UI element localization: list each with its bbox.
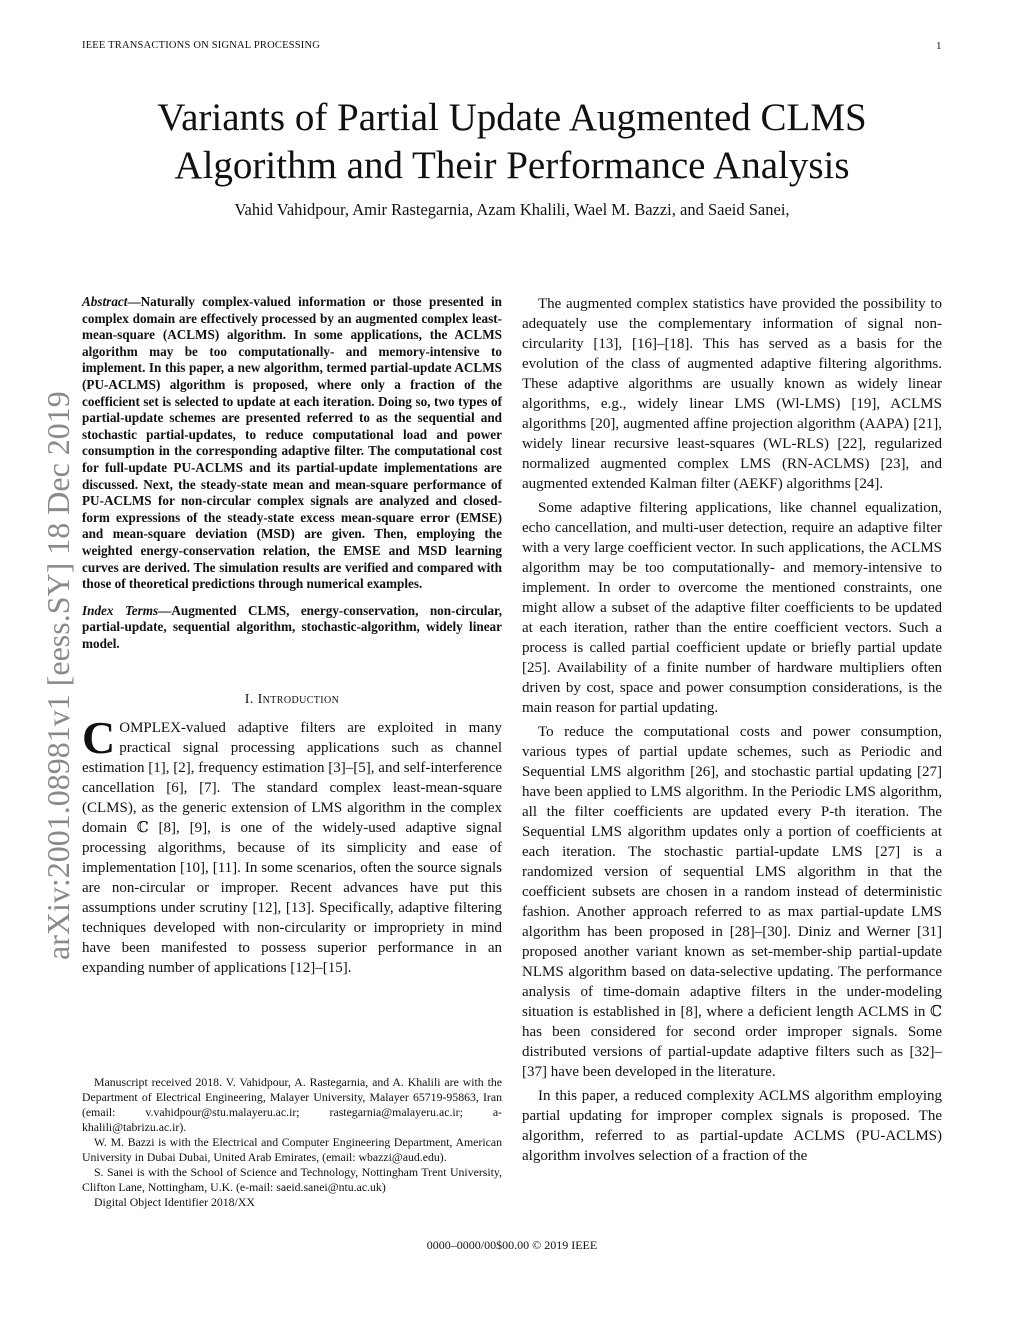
footnote-bazzi: W. M. Bazzi is with the Electrical and Computer Engineering Department, American University in Dubai Dubai, United Arab Emirates, (email: wbazzi@aud.edu). (82, 1135, 502, 1164)
section-heading-introduction (82, 692, 502, 708)
footnote-doi: Digital Object Identifier 2018/XX (94, 1195, 255, 1209)
section-number: I. (244, 692, 258, 708)
drop-cap: C (82, 712, 116, 764)
abstract (82, 294, 502, 593)
abstract-text: —Naturally complex-valued information or those presented in complex domain are effectively processed by an augmented complex least-mean-square (ACLMS) algorithm. In some applications, the ACLMS algorithm may be too computationally- and memory-intensive to implement. In this paper, a new algorithm, termed partial-update ACLMS (PU-ACLMS) algorithm is proposed, where only a fraction of the coefficient set is selected to update at each iteration. Doing so, two types of partial-update schemes are presented referred to as the sequential and stochastic partial-updates, to reduce computational load and power consumption in the corresponding adaptive filter. The computational cost for full-update PU-ACLMS and its partial-update implementations are discussed. Next, the steady-state mean and mean-square performance of PU-ACLMS for non-circular complex signals are analyzed and closed-form expressions of the steady-state excess mean-square error (EMSE) and mean-square deviation (MSD) are given. Then, employing the weighted energy-conservation relation, the EMSE and MSD learning curves are derived. The simulation results are verified and compared with those of theoretical predictions through numerical examples. (82, 294, 502, 592)
intro-paragraph-5: In this paper, a reduced complexity ACLMS algorithm employing partial updating for improper complex signals is proposed. The algorithm, referred to as partial-update ACLMS (PU-ACLMS) algorithm involves selection of a fraction of the (522, 1088, 942, 1164)
section-title: Introduction (257, 692, 340, 708)
intro-paragraph-3: Some adaptive filtering applications, like channel equalization, echo cancellation, and multi-user detection, require an adaptive filter with a very large coefficient vector. In such applications, the ACLMS algorithm may be too computationally- and memory-intensive to implement. In order to overcome the mentioned constraints, one might allow a subset of the adaptive filter coefficients to be updated at each iteration, rather than the entire coefficient vectors. Such a process is called partial coefficient update or briefly partial update [25]. Availability of a finite number of hardware multipliers often driven by cost, space and power consumption considerations, is the main reason for partial updating. (522, 500, 942, 716)
footnote-sanei: S. Sanei is with the School of Science and Technology, Nottingham Trent University, Clifton Lane, Nottingham, U.K. (e-mail: saeid.sanei@ntu.ac.uk) (82, 1165, 502, 1194)
index-terms-label: Index Terms (82, 602, 159, 618)
paper-title (82, 94, 942, 190)
author-list: Vahid Vahidpour, Amir Rastegarnia, Azam Khalili, Wael M. Bazzi, and Saeid Sanei, (234, 200, 790, 219)
page-number: 1 (936, 40, 942, 52)
abstract-label: Abstract (82, 294, 128, 309)
footnote-manuscript: Manuscript received 2018. V. Vahidpour, A. Rastegarnia, and A. Khalili are with the Department of Electrical Engineering, Malayer University, Malayer 65719-95863, Iran (email: v.vahidpour@stu.malayeru.ac.ir; rastegarnia@malayeru.ac.ir; a-khalili@tabrizu.ac.ir). (82, 1075, 502, 1134)
footnotes (82, 1075, 502, 1210)
intro-paragraph-1-text: OMPLEX-valued adaptive filters are exploited in many practical signal processing applications such as channel estimation [1], [2], frequency estimation [3]–[5], and self-interference cancellation [6], [7]. The standard complex least-mean-square (CLMS), as the generic extension of LMS algorithm in the complex domain ℂ [8], [9], is one of the widely-used adaptive signal processing algorithms, because of its simplicity and ease of implementation [10], [11]. In some scenarios, often the source signals are non-circular or improper. Recent advances have put this assumptions under scrutiny [12], [13]. Specifically, adaptive filtering techniques developed with non-circularity or impropriety in mind have been manifested to possess superior performance in an expanding number of applications [12]–[15]. (82, 720, 502, 977)
copyright-footer: 0000–0000/00$00.00 © 2019 IEEE (426, 1238, 598, 1252)
left-column (82, 294, 502, 978)
title-line-1: Variants of Partial Update Augmented CLMS (157, 96, 867, 139)
arxiv-stamp: arXiv:2001.08981v1 [eess.SY] 18 Dec 2019 (40, 391, 76, 960)
right-column (522, 294, 942, 1166)
title-line-2: Algorithm and Their Performance Analysis (174, 144, 850, 187)
intro-paragraph-4: To reduce the computational costs and power consumption, various types of partial update schemes, such as Periodic and Sequential LMS algorithm [26], and stochastic partial updating [27] have been applied to LMS algorithm. In the Periodic LMS algorithm, all the filter coefficients are updated every P-th iteration. The Sequential LMS algorithm updates only a portion of coefficients at each iteration. The stochastic partial-update LMS [27] is a randomized version of sequential LMS algorithm in that the coefficient subsets are chosen in a random instead of deterministic fashion. Another approach referred to as max partial-update LMS algorithm has been proposed in [28]–[30]. Diniz and Werner [31] proposed another variant known as set-member-ship partial-update NLMS algorithm based on data-selective updating. The performance analysis of time-domain adaptive filters in the under-modeling situation is established in [8], where a deficient length ACLMS in ℂ has been considered for second order improper signals. Some distributed versions of partial-update adaptive filters such as [32]–[37] have been developed in the literature. (522, 724, 942, 1080)
index-terms-text: —Augmented CLMS, energy-conservation, non-circular, partial-update, sequential algorithm, stochastic-algorithm, widely linear model. (82, 602, 502, 651)
journal-header: IEEE TRANSACTIONS ON SIGNAL PROCESSING (82, 40, 321, 51)
index-terms (82, 603, 502, 653)
intro-paragraph-1 (82, 712, 502, 978)
intro-paragraph-2: The augmented complex statistics have provided the possibility to adequately use the complementary information of signal non-circularity [13], [16]–[18]. This has served as a basis for the evolution of the class of augmented adaptive filtering algorithms. These adaptive algorithms are usually known as widely linear algorithms, e.g., widely linear LMS (Wl-LMS) [19], ACLMS algorithms [20], augmented affine projection algorithm (AAPA) [21], widely linear recursive least-squares (WL-RLS) [22], regularized normalized augmented complex LMS (RN-ACLMS) [23], and augmented extended Kalman filter (AEKF) algorithms [24]. (522, 296, 942, 492)
